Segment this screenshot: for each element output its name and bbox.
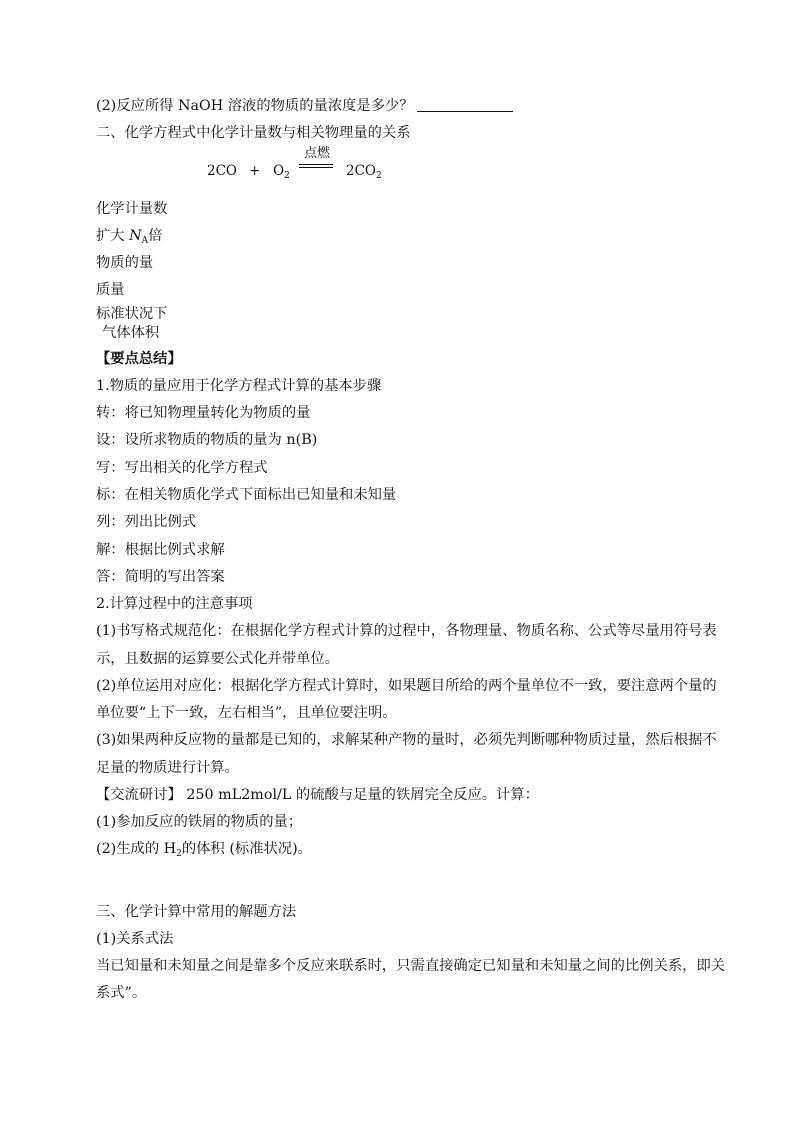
step-item: 写：写出相关的化学方程式	[96, 460, 268, 476]
note-line: (2)单位运用对应化：根据化学方程式计算时，如果题目所给的两个量单位不一致，要注意两个量的	[96, 678, 717, 694]
note-line: 单位要“上下一致，左右相当”，且单位要注明。	[96, 705, 397, 721]
section-3-heading: 三、化学计算中常用的解题方法	[96, 904, 297, 920]
note-line: (1)书写格式规范化：在根据化学方程式计算的过程中，各物理量、物质名称、公式等尽量用符号表	[96, 623, 717, 639]
method-1-title: (1)关系式法	[96, 931, 174, 947]
row-expand-na: 扩大 $N_A$倍	[96, 228, 163, 246]
step-item: 设：设所求物质的物质的量为 n(B)	[96, 432, 318, 448]
note-line: 示，且数据的运算要公式化并带单位。	[96, 651, 340, 667]
note-line: (3)如果两种反应物的量都是已知的，求解某种产物的量时，必须先判断哪种物质过量，然后根据不	[96, 732, 717, 748]
discussion-q2: (2)生成的 $H_2$的体积 (标准状况)。	[96, 841, 312, 859]
eq-product-co2: $2CO_2$	[346, 163, 382, 181]
step-item: 解：根据比例式求解	[96, 542, 225, 558]
method-1-text-cont: 系式”。	[96, 985, 147, 1001]
question-2	[96, 97, 513, 115]
eq-double-line	[299, 164, 333, 170]
step-item: 答：简明的写出答案	[96, 569, 225, 585]
summary-subtitle-2: 2.计算过程中的注意事项	[96, 596, 253, 612]
discussion-prompt: 【交流研讨】 250 mL2mol/L 的硫酸与足量的铁屑完全反应。计算：	[96, 787, 539, 803]
eq-plus: +	[249, 163, 261, 179]
answer-blank[interactable]	[417, 97, 513, 112]
summary-title: 【要点总结】	[96, 351, 182, 367]
step-item: 转：将已知物理量转化为物质的量	[96, 405, 311, 421]
summary-subtitle-1: 1.物质的量应用于化学方程式计算的基本步骤	[96, 378, 382, 394]
row-coefficient: 化学计量数	[96, 201, 168, 217]
eq-reactant-o2: $O_2$	[273, 163, 290, 181]
question-2-text: (2)反应所得 NaOH 溶液的物质的量浓度是多少？	[96, 98, 414, 114]
discussion-q1: (1)参加反应的铁屑的物质的量；	[96, 814, 303, 830]
note-line: 足量的物质进行计算。	[96, 760, 239, 776]
step-item: 标：在相关物质化学式下面标出已知量和未知量	[96, 487, 397, 503]
eq-condition: 点燃	[304, 146, 331, 161]
row-amount: 物质的量	[96, 255, 154, 271]
section-2-heading: 二、化学方程式中化学计量数与相关物理量的关系	[96, 125, 411, 141]
method-1-text: 当已知量和未知量之间是靠多个反应来联系时，只需直接确定已知量和未知量之间的比例关系，即关	[96, 958, 726, 974]
eq-reactant-co: 2CO	[207, 163, 237, 179]
row-mass: 质量	[96, 282, 125, 298]
row-stp: 标准状况下	[96, 306, 168, 322]
step-item: 列：列出比例式	[96, 514, 197, 530]
row-gas-volume: 气体体积	[102, 325, 160, 341]
